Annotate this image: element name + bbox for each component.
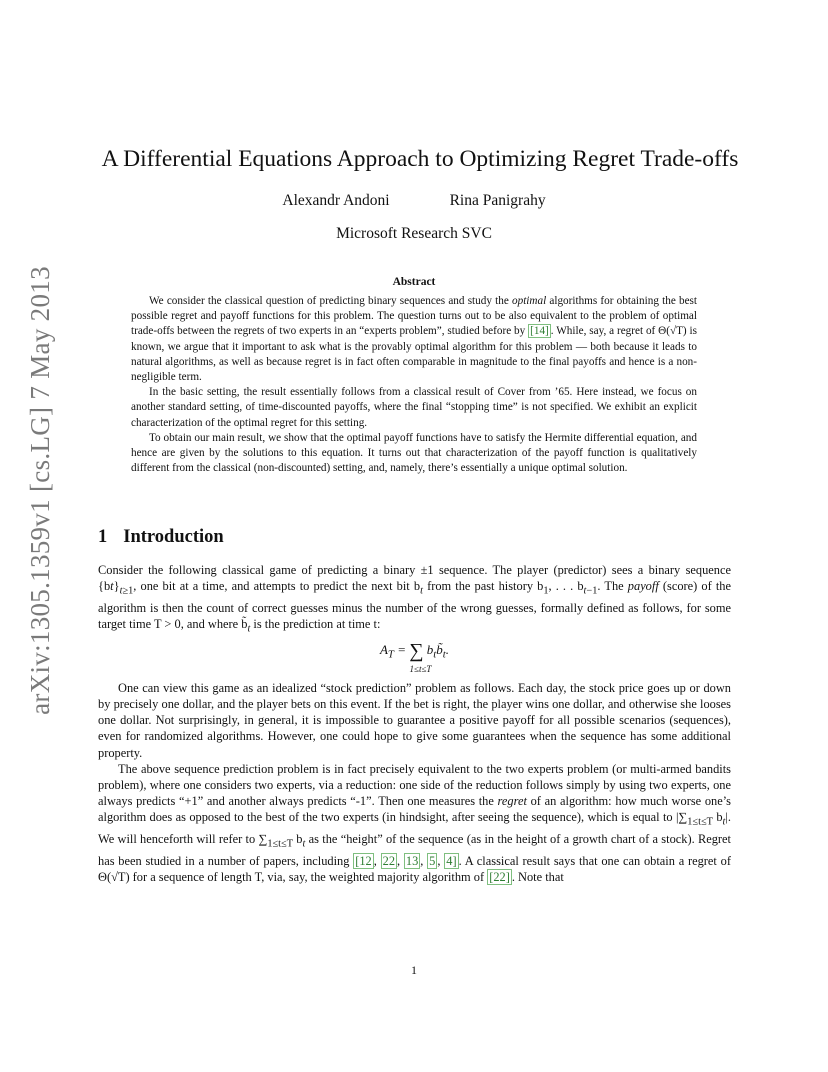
body-paragraph: One can view this game as an idealized “stock prediction” problem as follows. Each day, the stock price goes up or down by precisely one dollar, and the player bets on this event. If the bet is right, the player wins one dollar, and otherwise she looses one dollar. Not surprisingly, in general, it is impossible to guarantee a positive payoff for all possible scenarios (sequences), even for randomized algorithms. However, one could hope to give some guarantees when the sequence has some additional property.	[98, 680, 731, 760]
sum-range: 1≤t≤T	[409, 663, 432, 674]
section-body	[98, 562, 731, 885]
citation-link[interactable]: 4]	[446, 853, 457, 868]
body-paragraph: The above sequence prediction problem is in fact precisely equivalent to the two experts problem (or multi-armed bandits problem), where one considers two experts, via a reduction: one side of the reduction follows simply by using two experts, one always predicts “+1” and another always predicts “-1”. Then one measures the regret of an algorithm: how much worse one’s algorithm does as opposed to the best of the two experts (in hindsight, after seeing the sequence), which is equal to $|\sum_{1\le t\le T}$ $b_t|$. We will henceforth will refer to $\sum_{1\le t\le T}$ $b_t$ as the “height” of the sequence (as in the height of a growth chart of a stock). Regret has been studied in a number of papers, including [12 , 22 , 13 , 5 , 4] . A classical result says that one can obtain a regret of Θ(√T) for a sequence of length T, via, say, the weighted majority algorithm of [22] . Note that	[98, 761, 732, 884]
citation-link[interactable]: [22]	[489, 869, 510, 884]
citation-link[interactable]: [12	[355, 853, 372, 868]
abstract-heading: Abstract	[392, 276, 436, 288]
citation-link[interactable]: 13	[405, 853, 419, 868]
section-heading	[98, 527, 224, 548]
abstract-paragraph: In the basic setting, the result essentially follows from a classical result of Cover from ’65. Here instead, we focus on another standard setting, of time-discounted payoffs, where the final “stopping time” is not specified. We exhibit an explicit characterization of the optimal regret for this setting.	[131, 386, 697, 429]
section-number: 1	[98, 527, 108, 547]
author-name: Alexandr Andoni	[282, 192, 390, 209]
arxiv-stamp	[22, 265, 58, 715]
body-paragraph: Consider the following classical game of predicting a binary ±1 sequence. The player (predictor) sees a binary sequence $\{bt\}_{t\ge 1}$, one bit at a time, and attempts to predict the next bit $b_t$ from the past history $b_1$, . . . $b_{t-1}$. The payoff (score) of the algorithm is then the count of correct guesses minus the number of the wrong guesses, formally defined as follows, for some target time T > 0, and where $b̃_t$ is the prediction at time t:	[98, 563, 731, 635]
abstract-body	[131, 294, 697, 476]
citation-link[interactable]: [14]	[530, 325, 549, 338]
author-name: Rina Panigrahy	[449, 192, 546, 209]
citation-link[interactable]: 22	[382, 853, 396, 868]
author-list	[0, 192, 828, 210]
citation-link[interactable]: 5	[429, 853, 436, 868]
abstract-paragraph: We consider the classical question of predicting binary sequences and study the optimal algorithms for obtaining the best possible regret and payoff functions for this problem. The question turns out to be also equivalent to the problem of optimal trade-offs between the regrets of two experts in an “experts problem”, studied before by [14] . While, say, a regret of Θ(√T) is known, we argue that it important to ask what is the provably optimal algorithm for this problem — both because it leads to natural algorithms, as well as because regret is in fact often comparable in magnitude to the final payoffs and hence is a non-negligible term.	[131, 295, 698, 384]
arxiv-stamp-text: arXiv:1305.1359v1 [cs.LG] 7 May 2013	[24, 265, 55, 715]
paper-title: A Differential Equations Approach to Optimizing Regret Trade-offs	[101, 146, 739, 172]
affiliation: Microsoft Research SVC	[336, 225, 492, 242]
abstract-paragraph: To obtain our main result, we show that the optimal payoff functions have to satisfy the Hermite differential equation, and hence are given by the solutions to this equation. It turns out that characterization of the payoff function is qualitatively different from the classical (non-discounted) setting, and, namely, there’s essentially a unique optimal solution.	[131, 431, 697, 475]
section-title: Introduction	[123, 527, 224, 547]
page-number: 1	[411, 963, 417, 977]
payoff-equation: $A_T$ = ∑ $b_tb̃_t$. 1≤t≤T	[98, 642, 731, 674]
